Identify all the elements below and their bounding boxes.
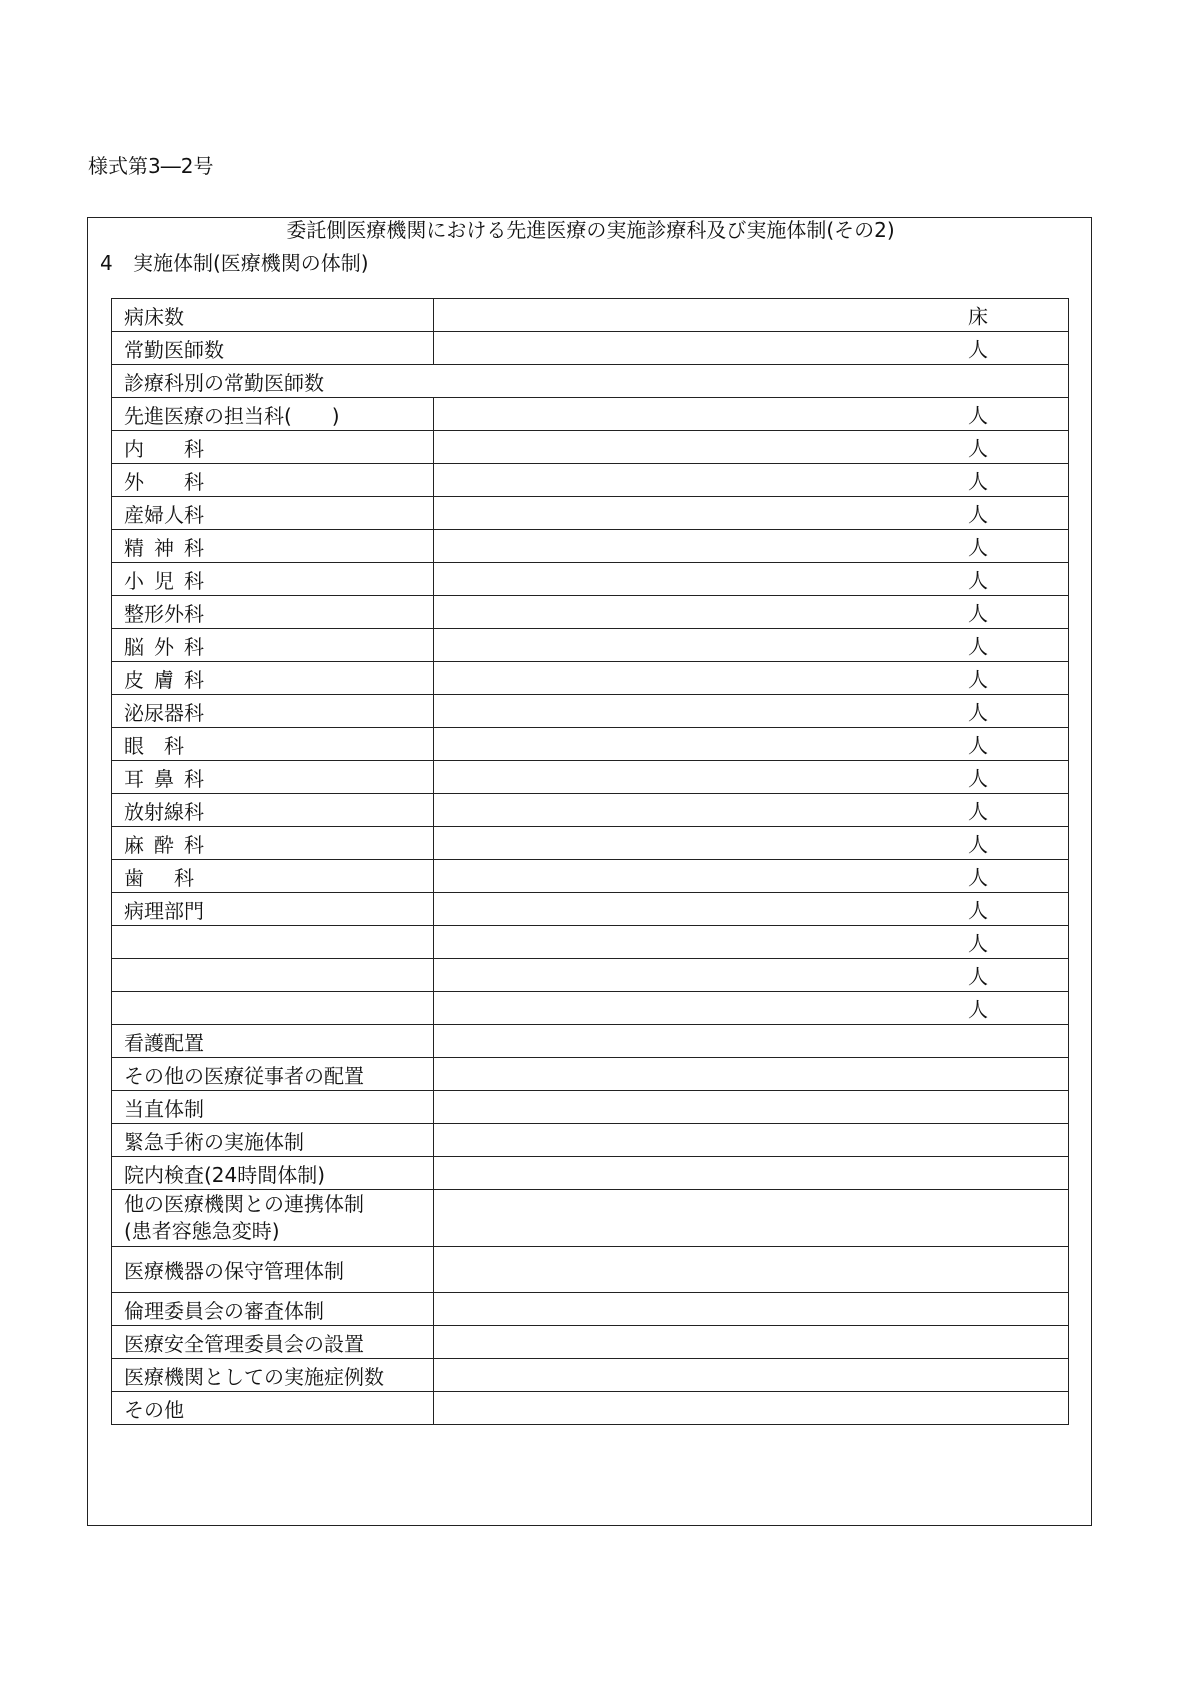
table-row (112, 695, 1069, 728)
dept-label: 歯 科 (112, 860, 434, 893)
dept-unit: 人 (968, 700, 988, 725)
dept-value[interactable] (434, 563, 1069, 596)
value-full-time-doctors[interactable] (434, 332, 1069, 365)
dept-unit: 人 (968, 634, 988, 659)
dept-value[interactable] (434, 860, 1069, 893)
table-row (112, 761, 1069, 794)
label-on-duty: 当直体制 (112, 1091, 434, 1124)
staffing-table (111, 298, 1069, 1425)
table-row (112, 1157, 1069, 1190)
table-row (112, 926, 1069, 959)
dept-label: 皮 膚 科 (112, 662, 434, 695)
label-other-staff: その他の医療従事者の配置 (112, 1058, 434, 1091)
value-safety-committee[interactable] (434, 1326, 1069, 1359)
dept-unit: 人 (968, 964, 988, 989)
dept-value[interactable] (434, 431, 1069, 464)
form-number: 様式第3―2号 (88, 154, 214, 178)
dept-label: 麻 酔 科 (112, 827, 434, 860)
table-row (112, 860, 1069, 893)
section-heading-text: 実施体制(医療機関の体制) (133, 251, 369, 275)
section-heading (100, 250, 369, 276)
section-number: 4 (100, 251, 113, 275)
dept-value[interactable] (434, 398, 1069, 431)
table-row (112, 596, 1069, 629)
table-row (112, 1359, 1069, 1392)
table-row (112, 1124, 1069, 1157)
label-cooperation-line1: 他の医療機関との連携体制 (124, 1192, 364, 1216)
value-equipment-maintenance[interactable] (434, 1247, 1069, 1293)
dept-label-blank[interactable] (112, 926, 434, 959)
dept-label-blank[interactable] (112, 959, 434, 992)
value-case-count[interactable] (434, 1359, 1069, 1392)
dept-label: 耳 鼻 科 (112, 761, 434, 794)
dept-value[interactable] (434, 497, 1069, 530)
dept-unit: 人 (968, 898, 988, 923)
label-case-count: 医療機関としての実施症例数 (112, 1359, 434, 1392)
label-cooperation (112, 1190, 434, 1247)
table-row (112, 992, 1069, 1025)
dept-unit: 人 (968, 997, 988, 1022)
table-row (112, 530, 1069, 563)
dept-unit: 人 (968, 733, 988, 758)
value-beds[interactable] (434, 299, 1069, 332)
dept-value[interactable] (434, 464, 1069, 497)
dept-label: 眼 科 (112, 728, 434, 761)
value-ethics-committee[interactable] (434, 1293, 1069, 1326)
dept-label: 整形外科 (112, 596, 434, 629)
table-row (112, 1247, 1069, 1293)
value-nursing[interactable] (434, 1025, 1069, 1058)
dept-label: 産婦人科 (112, 497, 434, 530)
value-other-staff[interactable] (434, 1058, 1069, 1091)
label-equipment-maintenance: 医療機器の保守管理体制 (112, 1247, 434, 1293)
table-row (112, 299, 1069, 332)
table-row (112, 1058, 1069, 1091)
label-beds: 病床数 (112, 299, 434, 332)
label-cooperation-line2: (患者容態急変時) (124, 1219, 280, 1243)
table-row (112, 794, 1069, 827)
label-ethics-committee: 倫理委員会の審査体制 (112, 1293, 434, 1326)
dept-unit: 人 (968, 403, 988, 428)
table-row (112, 893, 1069, 926)
dept-unit: 人 (968, 832, 988, 857)
table-row (112, 497, 1069, 530)
dept-unit: 人 (968, 601, 988, 626)
dept-value[interactable] (434, 992, 1069, 1025)
dept-unit: 人 (968, 469, 988, 494)
dept-value[interactable] (434, 794, 1069, 827)
dept-unit: 人 (968, 568, 988, 593)
label-safety-committee: 医療安全管理委員会の設置 (112, 1326, 434, 1359)
table-row (112, 431, 1069, 464)
dept-value[interactable] (434, 893, 1069, 926)
dept-label: 外 科 (112, 464, 434, 497)
unit-full-time-doctors: 人 (968, 337, 988, 362)
dept-unit: 人 (968, 766, 988, 791)
dept-label: 泌尿器科 (112, 695, 434, 728)
table-row (112, 662, 1069, 695)
table-row (112, 1293, 1069, 1326)
dept-label: 小 児 科 (112, 563, 434, 596)
dept-unit: 人 (968, 799, 988, 824)
table-row (112, 464, 1069, 497)
table-row (112, 563, 1069, 596)
dept-value[interactable] (434, 959, 1069, 992)
table-row (112, 959, 1069, 992)
dept-value[interactable] (434, 728, 1069, 761)
dept-unit: 人 (968, 436, 988, 461)
dept-value[interactable] (434, 926, 1069, 959)
dept-unit: 人 (968, 865, 988, 890)
table-row (112, 827, 1069, 860)
dept-label: 放射線科 (112, 794, 434, 827)
dept-unit: 人 (968, 502, 988, 527)
label-full-time-doctors: 常勤医師数 (112, 332, 434, 365)
value-other[interactable] (434, 1392, 1069, 1425)
table-row (112, 1392, 1069, 1425)
dept-value[interactable] (434, 596, 1069, 629)
label-other: その他 (112, 1392, 434, 1425)
dept-value[interactable] (434, 827, 1069, 860)
value-cooperation[interactable] (434, 1190, 1069, 1247)
label-nursing: 看護配置 (112, 1025, 434, 1058)
dept-unit: 人 (968, 667, 988, 692)
dept-label: 内 科 (112, 431, 434, 464)
label-dept-header: 診療科別の常勤医師数 (112, 365, 1069, 398)
table-row (112, 629, 1069, 662)
dept-value[interactable] (434, 761, 1069, 794)
value-in-house-testing[interactable] (434, 1157, 1069, 1190)
dept-value[interactable] (434, 695, 1069, 728)
table-row (112, 398, 1069, 431)
dept-value[interactable] (434, 629, 1069, 662)
dept-unit: 人 (968, 931, 988, 956)
table-row (112, 332, 1069, 365)
dept-label: 病理部門 (112, 893, 434, 926)
table-row (112, 728, 1069, 761)
dept-label-blank[interactable] (112, 992, 434, 1025)
dept-value[interactable] (434, 662, 1069, 695)
dept-label: 先進医療の担当科( ) (112, 398, 434, 431)
label-in-house-testing: 院内検査(24時間体制) (112, 1157, 434, 1190)
dept-label: 精 神 科 (112, 530, 434, 563)
table-row (112, 365, 1069, 398)
dept-unit: 人 (968, 535, 988, 560)
table-row (112, 1190, 1069, 1247)
unit-beds: 床 (968, 304, 988, 329)
label-emergency-surgery: 緊急手術の実施体制 (112, 1124, 434, 1157)
dept-value[interactable] (434, 530, 1069, 563)
table-row (112, 1091, 1069, 1124)
value-on-duty[interactable] (434, 1091, 1069, 1124)
document-title: 委託側医療機関における先進医療の実施診療科及び実施体制(その2) (286, 218, 895, 242)
dept-label: 脳 外 科 (112, 629, 434, 662)
value-emergency-surgery[interactable] (434, 1124, 1069, 1157)
table-row (112, 1025, 1069, 1058)
table-row (112, 1326, 1069, 1359)
